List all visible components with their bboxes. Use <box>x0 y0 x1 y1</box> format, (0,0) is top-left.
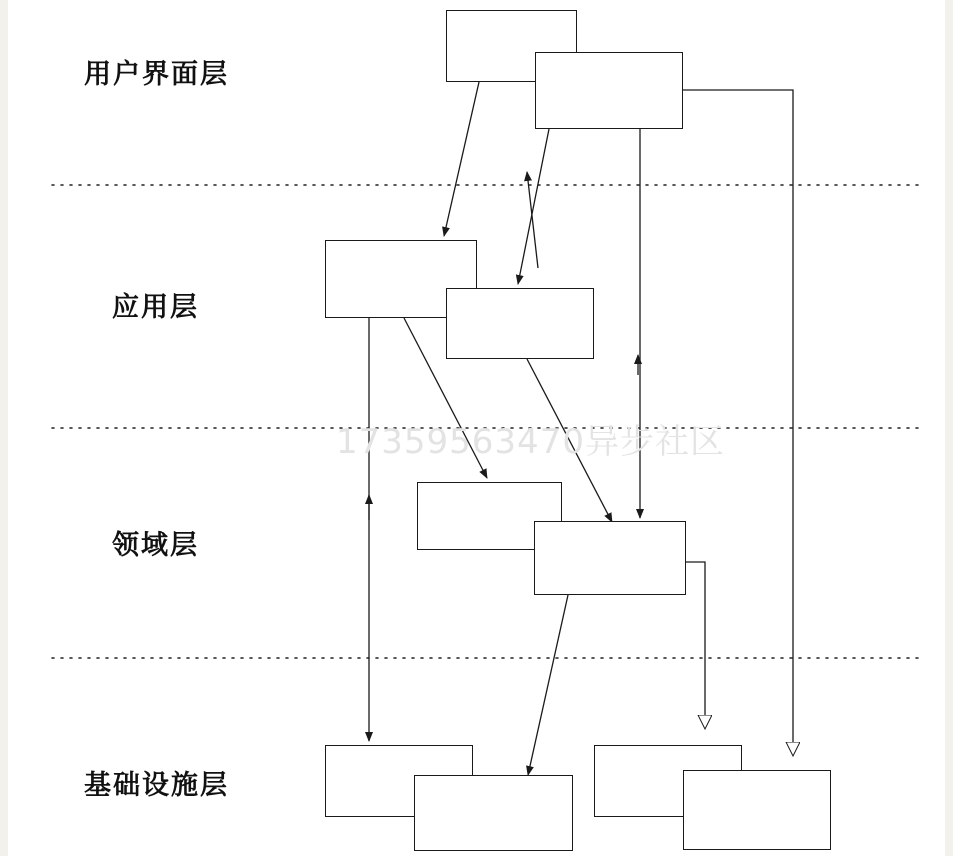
edge-domain2-to-infra3 <box>686 562 705 728</box>
domain-node-2[interactable] <box>534 521 686 595</box>
edge-app2-to-ui2 <box>527 172 538 268</box>
edge-ui2-to-app2 <box>518 129 549 284</box>
infra-node-2[interactable] <box>414 775 573 851</box>
layer-label-application: 应用层 <box>112 292 199 323</box>
infra-node-4[interactable] <box>683 770 831 850</box>
layer-label-ui: 用户界面层 <box>84 59 229 90</box>
edge-domain2-to-infra2 <box>528 595 568 775</box>
layer-label-infrastructure: 基础设施层 <box>84 770 229 801</box>
watermark-text: 17359563470异步社区 <box>336 422 725 462</box>
edge-ui1-to-app1 <box>444 82 479 236</box>
ui-node-2[interactable] <box>535 52 683 129</box>
app-node-2[interactable] <box>446 288 594 359</box>
layer-divider-lines <box>52 185 925 658</box>
layer-label-domain: 领域层 <box>112 530 199 561</box>
edge-ui2-to-infra4 <box>683 90 793 755</box>
